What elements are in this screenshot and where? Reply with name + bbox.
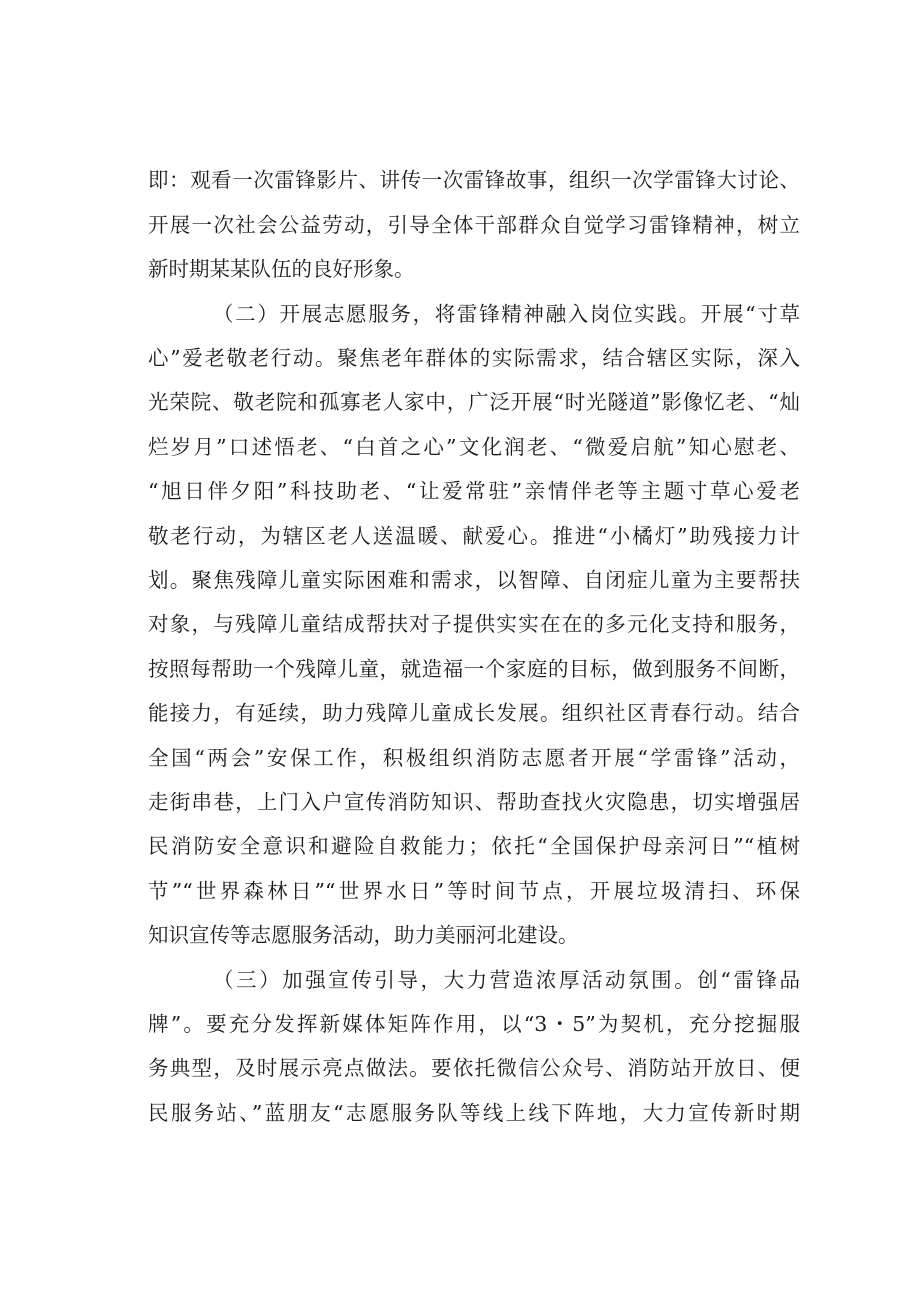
paragraph-heading-line: （二）开展志愿服务，将雷锋精神融入岗位实践。开展“寸草 — [213, 302, 800, 326]
text-line: 新时期某某队伍的良好形象。 — [148, 257, 415, 281]
text-line: 牌”。要充分发挥新媒体矩阵作用，以“3・5”为契机，充分挖掘服 — [148, 1012, 800, 1036]
paragraph-heading-line: （三）加强宣传引导，大力营造浓厚活动氛围。创“雷锋品 — [213, 968, 800, 992]
text-line: 全国“两会”安保工作，积极组织消防志愿者开展“学雷锋”活动， — [148, 746, 800, 770]
text-line: 即：观看一次雷锋影片、讲传一次雷锋故事，组织一次学雷锋大讨论、 — [148, 168, 800, 192]
text-line: 开展一次社会公益劳动，引导全体干部群众自觉学习雷锋精神，树立 — [148, 213, 800, 237]
text-line: 按照每帮助一个残障儿童，就造福一个家庭的目标，做到服务不间断， — [148, 657, 800, 681]
text-line: 划。聚焦残障儿童实际困难和需求，以智障、自闭症儿童为主要帮扶 — [148, 568, 800, 592]
text-line: 烂岁月”口述悟老、“白首之心”文化润老、“微爱启航”知心慰老、 — [148, 435, 800, 459]
text-line: 务典型，及时展示亮点做法。要依托微信公众号、消防站开放日、便 — [148, 1056, 800, 1080]
text-line: 敬老行动，为辖区老人送温暖、献爱心。推进“小橘灯”助残接力计 — [148, 524, 800, 548]
text-line: 光荣院、敬老院和孤寡老人家中，广泛开展“时光隧道”影像忆老、“灿 — [148, 390, 800, 414]
text-line: 能接力，有延续，助力残障儿童成长发展。组织社区青春行动。结合 — [148, 701, 800, 725]
text-line: 心”爱老敬老行动。聚焦老年群体的实际需求，结合辖区实际，深入 — [148, 346, 800, 370]
text-line: 民服务站、”蓝朋友“志愿服务队等线上线下阵地，大力宣传新时期 — [148, 1101, 800, 1125]
text-line: 对象，与残障儿童结成帮扶对子提供实实在在的多元化支持和服务， — [148, 612, 800, 636]
text-line: “旭日伴夕阳”科技助老、“让爱常驻”亲情伴老等主题寸草心爱老 — [148, 479, 800, 503]
text-line: 节”“世界森林日”“世界水日”等时间节点，开展垃圾清扫、环保 — [148, 879, 800, 903]
text-line: 民消防安全意识和避险自救能力；依托“全国保护母亲河日”“植树 — [148, 834, 800, 858]
text-line: 走街串巷，上门入户宣传消防知识、帮助查找火灾隐患，切实增强居 — [148, 790, 800, 814]
text-line: 知识宣传等志愿服务活动，助力美丽河北建设。 — [148, 923, 579, 947]
